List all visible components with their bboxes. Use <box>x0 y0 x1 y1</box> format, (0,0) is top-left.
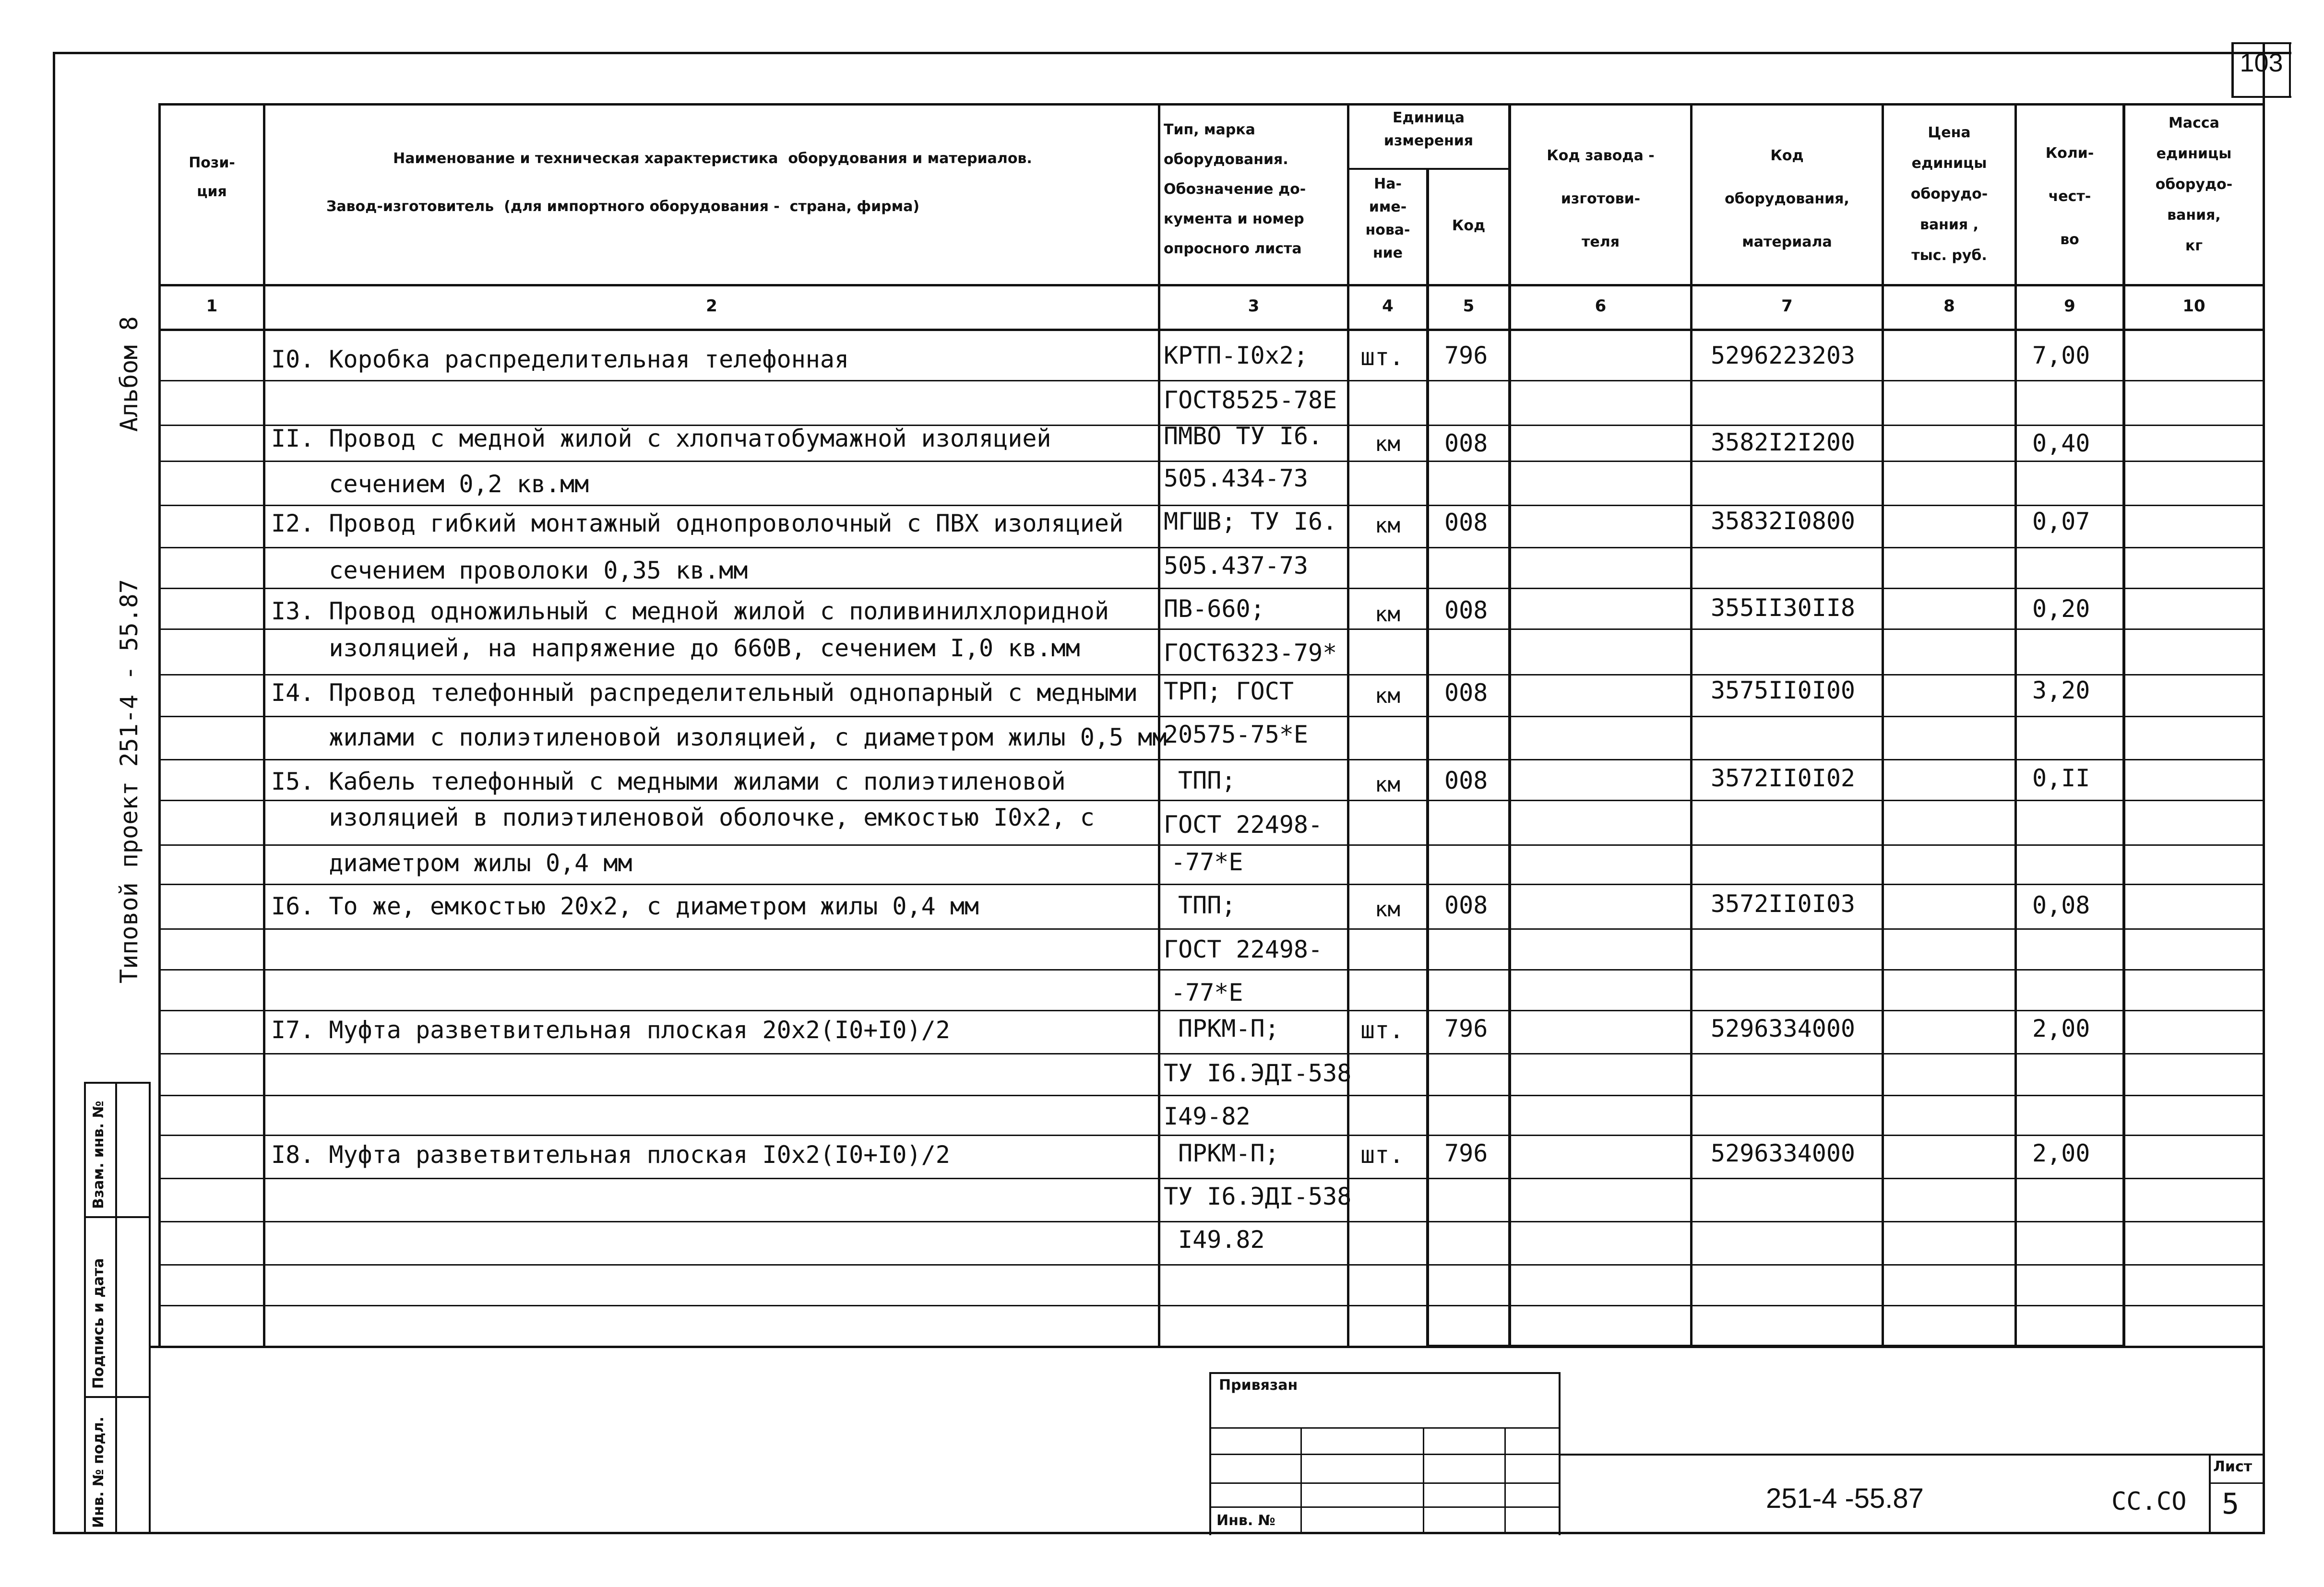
tb-col-2 <box>1423 1427 1424 1533</box>
row-16-quantity: 0,08 <box>2032 891 2090 919</box>
row-12-code: 008 <box>1444 509 1488 536</box>
row-15-quantity: 0,II <box>2032 764 2090 792</box>
colnum-7: 7 <box>1781 296 1793 316</box>
tb-mark: СС.СО <box>2111 1487 2187 1516</box>
row-18-type-2: ТУ I6.ЭДI-538 <box>1164 1183 1352 1210</box>
frame-right-line <box>2263 42 2265 1534</box>
hline-r8 <box>158 674 2263 675</box>
vline-7 <box>1882 103 1884 1346</box>
row-17-name-1: I7. Муфта разветвительная плоская 20х2(I0+I0)/2 <box>271 1016 950 1044</box>
hdr-price: Цена единицы оборудо- вания , тыс. руб. <box>1910 124 1988 264</box>
row-13-name-1: I3. Провод одножильный с медной жилой с поливинилхлоридной <box>271 597 1109 625</box>
row-14-name-2: жилами с полиэтиленовой изоляцией, с диаметром жилы 0,5 мм <box>271 723 1167 751</box>
vline-9 <box>2122 103 2125 1348</box>
project-label: Типовой проект 251-4 - 55.87 <box>115 579 143 983</box>
row-16-type-3: -77*Е <box>1171 979 1243 1007</box>
hdr-position: Пози- ция <box>189 154 235 200</box>
row-17-code: 796 <box>1444 1015 1488 1042</box>
row-12-type-1: МГШВ; ТУ I6. <box>1164 508 1337 535</box>
frame-bottom-line <box>53 1532 2265 1534</box>
tb-sheet-label: Лист <box>2213 1458 2252 1475</box>
row-14-code: 008 <box>1444 679 1488 707</box>
row-10-code: 796 <box>1444 342 1488 369</box>
stamp-top <box>84 1082 149 1084</box>
row-17-type-1: ПРКМ-П; <box>1178 1015 1279 1042</box>
colnum-1: 1 <box>206 296 218 316</box>
hdr-unit-group: Единица измерения <box>1383 109 1474 149</box>
hline-r9 <box>158 716 2263 717</box>
row-14-type-2: 20575-75*Е <box>1164 721 1309 748</box>
hline-r15 <box>158 969 2263 971</box>
colnum-6: 6 <box>1595 296 1607 316</box>
sheet-corner-number: 103 <box>2240 48 2283 77</box>
hline-r20 <box>158 1178 2263 1179</box>
vline-4 <box>1426 168 1429 1348</box>
tb-sheet-div <box>2209 1482 2265 1484</box>
tb-main-top <box>1560 1454 2265 1456</box>
tb-row-1 <box>1209 1427 1560 1429</box>
vline-0 <box>158 103 161 1346</box>
row-12-quantity: 0,07 <box>2032 508 2090 535</box>
row-11-unit: км <box>1375 432 1400 456</box>
tb-doc-code: 251-4 -55.87 <box>1766 1483 1924 1514</box>
colnum-8: 8 <box>1943 296 1955 316</box>
colnum-9: 9 <box>2064 296 2075 316</box>
hline-r17 <box>158 1053 2263 1054</box>
row-17-quantity: 2,00 <box>2032 1015 2090 1042</box>
frame-left-line <box>53 52 55 1534</box>
hdr-equip-code: Код оборудования, материала <box>1725 147 1849 250</box>
row-14-material-code: 3575II0I00 <box>1711 676 1856 704</box>
hline-r21 <box>158 1221 2263 1222</box>
colnum-3: 3 <box>1248 296 1260 316</box>
row-11-type-2: 505.434-73 <box>1164 464 1309 492</box>
row-14-unit: км <box>1375 684 1400 708</box>
row-13-material-code: 355II30II8 <box>1711 594 1856 622</box>
colnum-2: 2 <box>706 296 717 316</box>
vline-1 <box>263 103 265 1346</box>
stamp-col-left <box>84 1082 86 1534</box>
heavy-block-bottom <box>1426 1345 2124 1348</box>
row-15-type-1: ТПП; <box>1178 767 1236 794</box>
stamp-podpis: Подпись и дата <box>90 1258 107 1389</box>
row-15-code: 008 <box>1444 767 1488 794</box>
hline-r19 <box>158 1135 2263 1136</box>
row-14-name-1: I4. Провод телефонный распределительный однопарный с медными <box>271 679 1138 707</box>
row-13-unit: км <box>1375 602 1400 627</box>
row-11-material-code: 3582I2I200 <box>1711 428 1856 456</box>
row-13-type-2: ГОСТ6323-79* <box>1164 639 1337 667</box>
stamp-div-1 <box>84 1216 149 1218</box>
hline-r5 <box>158 547 2263 548</box>
row-16-code: 008 <box>1444 891 1488 919</box>
vline-3 <box>1347 103 1349 1346</box>
hline-r18 <box>158 1095 2263 1096</box>
row-17-material-code: 5296334000 <box>1711 1015 1856 1042</box>
row-18-unit: шт. <box>1360 1141 1404 1169</box>
hdr-quantity: Коли- чест- во <box>2045 145 2094 248</box>
row-12-name-1: I2. Провод гибкий монтажный однопроволочный с ПВХ изоляцией <box>271 509 1124 537</box>
hline-r7 <box>158 628 2263 630</box>
row-15-type-2: ГОСТ 22498- <box>1164 811 1323 839</box>
row-12-unit: км <box>1375 513 1400 538</box>
row-11-type-1: ПМВО ТУ I6. <box>1164 422 1323 450</box>
hline-r4 <box>158 505 2263 506</box>
row-15-material-code: 3572II0I02 <box>1711 764 1856 792</box>
row-10-name-1: I0. Коробка распределительная телефонная <box>271 345 849 373</box>
corner-box-top <box>2231 42 2291 44</box>
row-18-code: 796 <box>1444 1139 1488 1167</box>
colnum-10: 10 <box>2182 296 2205 316</box>
row-16-type-2: ГОСТ 22498- <box>1164 936 1323 963</box>
row-11-quantity: 0,40 <box>2032 429 2090 457</box>
row-18-name-1: I8. Муфта разветвительная плоская I0х2(I0+I0)/2 <box>271 1141 950 1169</box>
hline-r10 <box>158 759 2263 760</box>
tb-privyazan-top <box>1209 1372 1560 1374</box>
tb-row-3 <box>1209 1482 1560 1484</box>
stamp-vzam-inv: Взам. инв. № <box>90 1101 107 1209</box>
row-16-name-1: I6. То же, емкостью 20х2, с диаметром жилы 0,4 мм <box>271 892 979 920</box>
tb-sheet-number: 5 <box>2222 1487 2240 1521</box>
hline-r23 <box>158 1305 2263 1306</box>
row-13-name-2: изоляцией, на напряжение до 660В, сечением I,0 кв.мм <box>271 634 1080 662</box>
row-15-type-3: -77*Е <box>1171 848 1243 876</box>
row-13-quantity: 0,20 <box>2032 595 2090 623</box>
colnum-4: 4 <box>1382 296 1394 316</box>
vline-5 <box>1508 103 1511 1348</box>
hline-r12 <box>158 844 2263 846</box>
row-17-type-3: I49-82 <box>1164 1102 1251 1130</box>
stamp-div-2 <box>84 1396 149 1398</box>
row-18-type-1: ПРКМ-П; <box>1178 1139 1279 1167</box>
row-13-code: 008 <box>1444 596 1488 624</box>
hdr-type: Тип, марка оборудования. Обозначение до- кумента и номер опросного листа <box>1164 121 1306 257</box>
row-12-name-2: сечением проволоки 0,35 кв.мм <box>271 557 748 584</box>
tb-inv-label: Инв. № <box>1216 1512 1275 1529</box>
hline-r3 <box>158 461 2263 462</box>
row-11-code: 008 <box>1444 429 1488 457</box>
row-18-type-3: I49.82 <box>1178 1226 1265 1254</box>
hline-r14 <box>158 928 2263 930</box>
row-11-name-1: II. Провод с медной жилой с хлопчатобумажной изоляцией <box>271 425 1051 452</box>
stamp-col-right <box>149 1082 151 1534</box>
row-15-name-3: диаметром жилы 0,4 мм <box>271 849 632 877</box>
row-12-material-code: 35832I0800 <box>1711 507 1856 535</box>
tb-row-2 <box>1209 1454 1560 1455</box>
row-16-type-1: ТПП; <box>1178 891 1236 919</box>
row-10-type-1: КРТП-I0х2; <box>1164 342 1309 369</box>
row-16-material-code: 3572II0I03 <box>1711 890 1856 918</box>
colnum-5: 5 <box>1463 296 1475 316</box>
hline-r6 <box>158 588 2263 589</box>
stamp-col-mid <box>115 1082 117 1534</box>
row-17-type-2: ТУ I6.ЭДI-538 <box>1164 1059 1352 1087</box>
hdr-unit-code: Код <box>1452 217 1486 234</box>
album-label: Альбом 8 <box>115 316 143 432</box>
row-10-material-code: 5296223203 <box>1711 342 1856 369</box>
row-13-type-1: ПВ-660; <box>1164 595 1265 623</box>
stamp-inv-podl: Инв. № подл. <box>90 1416 107 1528</box>
tb-col-1 <box>1300 1427 1302 1533</box>
hdr-name-line1: Наименование и техническая характеристика оборудования и материалов. <box>393 150 1032 167</box>
hline-r1 <box>158 380 2263 381</box>
row-10-quantity: 7,00 <box>2032 342 2090 369</box>
row-18-material-code: 5296334000 <box>1711 1139 1856 1167</box>
frame-top-line <box>53 52 2291 54</box>
vline-6 <box>1690 103 1692 1346</box>
header-bottom-line <box>158 284 2263 286</box>
row-10-type-2: ГОСТ8525-78Е <box>1164 386 1337 414</box>
colnum-bottom-line <box>158 329 2263 331</box>
row-15-name-1: I5. Кабель телефонный с медными жилами с полиэтиленовой <box>271 768 1066 795</box>
row-17-unit: шт. <box>1360 1016 1404 1044</box>
tb-col-3 <box>1504 1427 1506 1533</box>
hline-r13 <box>158 884 2263 885</box>
row-10-unit: шт. <box>1360 343 1404 371</box>
row-18-quantity: 2,00 <box>2032 1139 2090 1167</box>
hline-r16 <box>158 1010 2263 1011</box>
row-14-type-1: ТРП; ГОСТ <box>1164 677 1294 705</box>
hdr-unit-name: На- име- нова- ние <box>1365 176 1410 261</box>
row-15-name-2: изоляцией в полиэтиленовой оболочке, емкостью I0х2, с <box>271 804 1095 831</box>
row-14-quantity: 3,20 <box>2032 676 2090 704</box>
hdr-maker-code: Код завода - изготови- теля <box>1547 147 1655 250</box>
vline-8 <box>2014 103 2017 1346</box>
table-top-line <box>158 103 2263 106</box>
row-12-type-2: 505.437-73 <box>1164 552 1309 580</box>
row-15-unit: км <box>1375 772 1400 797</box>
hdr-mass: Масса единицы оборудо- вания, кг <box>2155 115 2233 254</box>
hline-r11 <box>158 800 2263 801</box>
hline-r22 <box>158 1264 2263 1266</box>
hdr-name-line2: Завод-изготовитель (для импортного оборудования - страна, фирма) <box>326 198 920 215</box>
row-11-name-2: сечением 0,2 кв.мм <box>271 470 589 498</box>
tb-sheet-left <box>2209 1454 2211 1533</box>
corner-box-bottom <box>2231 96 2291 98</box>
tb-privyazan-label: Привязан <box>1219 1377 1298 1394</box>
tb-row-4 <box>1209 1506 1560 1508</box>
row-16-unit: км <box>1375 897 1400 922</box>
